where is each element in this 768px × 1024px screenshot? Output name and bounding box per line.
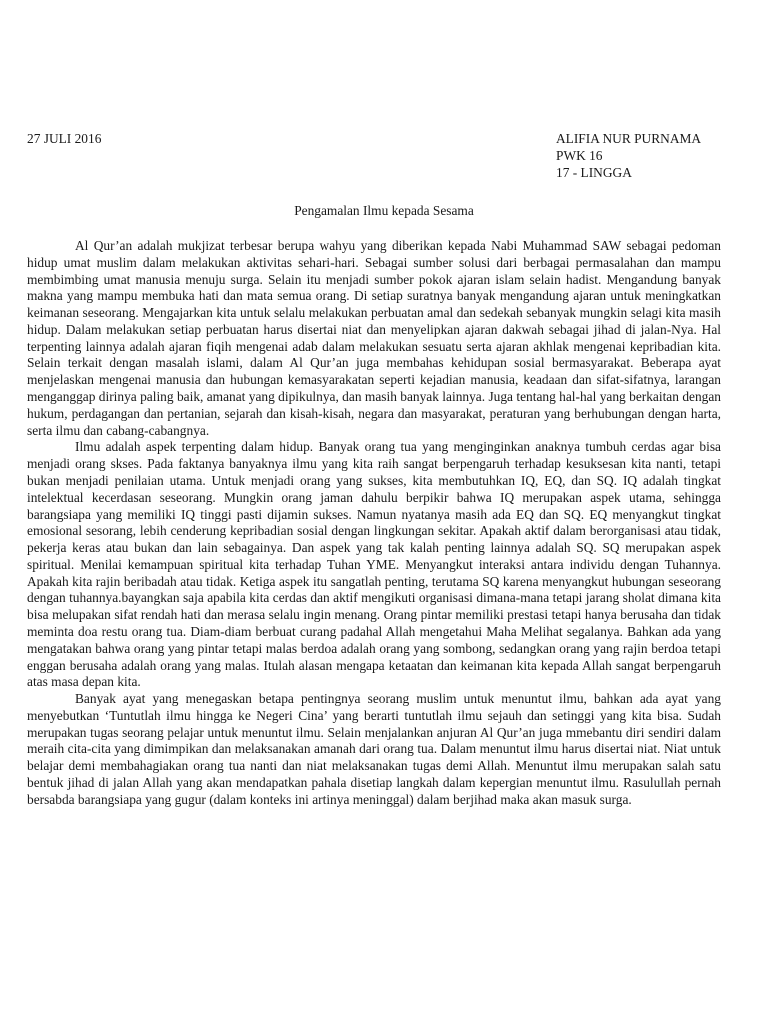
paragraph-1: Al Qur’an adalah mukjizat terbesar berupa wahyu yang diberikan kepada Nabi Muhammad SAW sebagai pedoman hidup umat muslim dalam melakukan aktivitas sehari-hari. Sebagai sumber solusi dari berbagai permasalahan dan mampu membimbing umat manusia menuju surga. Selain itu menjadi sumber pokok ajaran islam selain hadist. Mengandung banyak makna yang mampu membuka hati dan mata semua orang. Di setiap suratnya banyak mengandung ajaran untuk meningkatkan keimanan seseorang. Mengajarkan kita untuk selalu melakukan perbuatan amal dan sedekah sebanyak mungkin selagi kita masih hidup. Dalam melakukan setiap perbuatan harus disertai niat dan menyelipkan ajaran dakwah sebagai jihad di jalan-Nya. Hal terpenting lainnya adalah ajaran fiqih mengenai adab dalam melakukan sesuatu serta ajaran akhlak mengenai kepribadian kita. Selain terkait dengan masalah islami, dalam Al Qur’an juga membahas kehidupan sosial bermasyarakat. Beberapa ayat menjelaskan mengenai manusia dan hubungan kemasyarakatan seperti kejadian manusia, keadaan dan sifat-sifatnya, larangan menganggap dirinya paling baik, amanat yang dipikulnya, dan masih banyak lainnya. Juga tentang hal-hal yang berkaitan dengan hukum, perdagangan dan pertanian, sejarah dan kisah-kisah, negara dan masyarakat, peraturan yang berhubungan dengan harta, serta ilmu dan cabang-cabangnya. (27, 238, 721, 438)
document-date: 27 JULI 2016 (27, 131, 102, 146)
author-block (556, 130, 701, 181)
paragraph-3: Banyak ayat yang menegaskan betapa pentingnya seorang muslim untuk menuntut ilmu, bahkan ada ayat yang menyebutkan ‘Tuntutlah ilmu hingga ke Negeri Cina’ yang berarti tuntutlah ilmu sejauh dan setinggi yang kita bisa. Sudah merupakan tugas seorang pelajar untuk menuntut ilmu. Selain menjalankan anjuran Al Qur’an juga mmebantu diri sendiri dalam meraih cita-cita yang dimimpikan dan melaksanakan amanah dari orang tua. Dalam menuntut ilmu harus disertai niat. Niat untuk belajar demi membahagiakan orang tua nanti dan niat melaksanakan tugas demi Allah. Menuntut ilmu merupakan salah satu bentuk jihad di jalan Allah yang akan mendapatkan pahala disetiap langkah dalam kepergian menuntut ilmu. Rasulullah pernah bersabda barangsiapa yang gugur (dalam konteks ini artinya meninggal) dalam berjihad maka akan masuk surga. (27, 691, 721, 807)
document-title: Pengamalan Ilmu kepada Sesama (294, 203, 474, 218)
paragraph-2: Ilmu adalah aspek terpenting dalam hidup. Banyak orang tua yang menginginkan anaknya tumbuh cerdas agar bisa menjadi orang skses. Pada faktanya banyaknya ilmu yang kita raih sangat berpengaruh terhadap kesuksesan kita nanti, tetapi bukan menjadi penilaian utama. Untuk menjadi orang yang sukses, kita membutuhkan IQ, EQ, dan SQ. IQ adalah tingkat intelektual kecerdasan seseorang. Mungkin orang jaman dahulu berpikir bahwa IQ merupakan aspek utama, sehingga barangsiapa yang memiliki IQ tinggi pasti dijamin sukses. Namun nyatanya masih ada EQ dan SQ. EQ menyangkut tingkat emosional sesorang, lebih cenderung kepribadian sosial dengan lingkungan sekitar. Apakah aktif dalam berorganisasi atau tidak, pekerja keras atau bukan dan lain sebagainya. Dan aspek yang tak kalah penting lainnya adalah SQ. SQ merupakan aspek spiritual. Menilai kemampuan spiritual kita terhadap Tuhan YME. Menyangkut interaksi antara individu dengan Tuhannya. Apakah kita rajin beribadah atau tidak. Ketiga aspek itu sangatlah penting, terutama SQ karena menyangkut hubungan seseorang dengan tuhannya.bayangkan saja apabila kita cerdas dan aktif mengikuti organisasi dimana-mana tetapi jarang sholat dimana kita bisa melupakan sifat rendah hati dan merasa selalu ingin menang. Orang pintar memiliki prestasi tetapi hanya berusaha dan tidak meminta doa restu orang tua. Diam-diam berbuat curang padahal Allah mengetahui Maha Melihat segalanya. Bahkan ada yang mengatakan bahwa orang yang pintar tetapi malas berdoa adalah orang yang sombong, sedangkan orang yang rajin berdoa tetapi enggan berusaha adalah orang yang malas. Itulah alasan mengapa ketaatan dan keimanan kita kepada Allah sangat berpengaruh atas masa depan kita. (27, 439, 721, 690)
author-group: PWK 16 (556, 148, 603, 163)
author-name: ALIFIA NUR PURNAMA (556, 131, 702, 146)
document-body (27, 238, 721, 809)
author-team: 17 - LINGGA (556, 165, 632, 180)
